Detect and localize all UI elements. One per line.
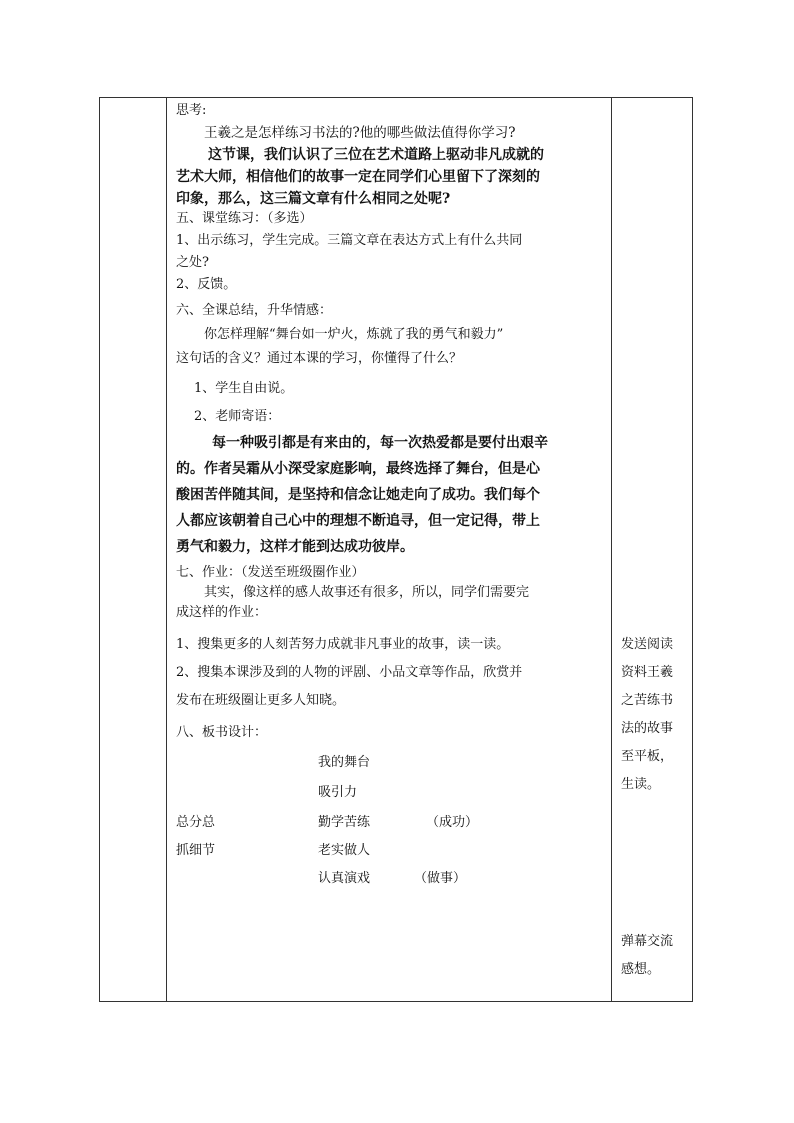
- board-left-label: 抓细节: [176, 843, 216, 858]
- section-6-question: 这句话的含义？通过本课的学习，你懂得了什么？: [176, 351, 463, 366]
- board-item: 老实做人: [318, 843, 371, 858]
- section-5-item: 2、反馈。: [176, 277, 237, 292]
- teacher-message: 的。作者吴霜从小深受家庭影响，最终选择了舞台，但是心: [176, 461, 540, 477]
- teacher-message: 人都应该朝着自己心中的理想不断追寻，但一定记得，带上: [176, 513, 540, 529]
- think-label: 思考:: [176, 103, 207, 118]
- teacher-message: 勇气和毅力，这样才能到达成功彼岸。: [176, 539, 414, 555]
- summary-line: 艺术大师，相信他们的故事一定在同学们心里留下了深刻的: [176, 169, 540, 185]
- side-note-line: 法的故事: [621, 721, 674, 736]
- side-note-line: 资料王羲: [621, 665, 674, 680]
- lesson-table: [99, 97, 693, 1002]
- summary-line: 这节课，我们认识了三位在艺术道路上驱动非凡成就的: [208, 147, 544, 163]
- section-5-title: 五、课堂练习：（多选）: [176, 211, 313, 226]
- side-note-1: [621, 631, 673, 799]
- board-left-label: 总分总: [176, 815, 216, 830]
- teacher-message: 每一种吸引都是有来由的，每一次热爱都是要付出艰辛: [212, 435, 548, 451]
- section-7-intro: 其实，像这样的感人故事还有很多，所以，同学们需要完: [204, 585, 530, 600]
- summary-line: 印象，那么，这三篇文章有什么相同之处呢?: [176, 191, 451, 207]
- board-title: 我的舞台: [318, 755, 371, 770]
- side-note-line: 发送阅读: [621, 637, 674, 652]
- section-5-item: 1、出示练习，学生完成。三篇文章在表达方式上有什么共同: [176, 233, 523, 248]
- column-divider: [611, 98, 612, 1001]
- think-question: 王羲之是怎样练习书法的?他的哪些做法值得你学习?: [204, 125, 516, 141]
- section-6-item: 1、学生自由说。: [194, 381, 294, 396]
- section-7-title: 七、作业：（发送至班级圈作业）: [176, 565, 365, 580]
- section-6-question: 你怎样理解“舞台如一炉火，炼就了我的勇气和毅力”: [204, 327, 504, 342]
- side-note-line: 感想。: [621, 962, 661, 977]
- side-note-line: 生读。: [621, 777, 661, 792]
- side-note-line: 之苦练书: [621, 693, 674, 708]
- section-6-item: 2、老师寄语：: [194, 409, 281, 424]
- board-item: 勤学苦练: [318, 815, 371, 830]
- column-divider: [166, 98, 167, 1001]
- side-note-2: [621, 928, 673, 984]
- section-6-title: 六、全课总结，升华情感：: [176, 303, 333, 318]
- section-7-item: 1、搜集更多的人刻苦努力成就非凡事业的故事，读一读。: [176, 637, 510, 652]
- section-8-title: 八、板书设计：: [176, 725, 268, 740]
- board-subtitle: 吸引力: [318, 785, 358, 800]
- board-note: （成功）: [426, 815, 479, 830]
- side-note-line: 至平板，: [621, 749, 674, 764]
- side-note-line: 弹幕交流: [621, 934, 674, 949]
- board-note: （做事）: [414, 871, 467, 886]
- section-7-intro: 成这样的作业：: [176, 605, 268, 620]
- section-7-item: 2、搜集本课涉及到的人物的评剧、小品文章等作品，欣赏并: [176, 665, 523, 680]
- section-5-item: 之处?: [176, 255, 209, 270]
- teacher-message: 酸困苦伴随其间，是坚持和信念让她走向了成功。我们每个: [176, 487, 540, 503]
- board-item: 认真演戏: [318, 871, 371, 886]
- section-7-item: 发布在班级圈让更多人知晓。: [176, 693, 346, 708]
